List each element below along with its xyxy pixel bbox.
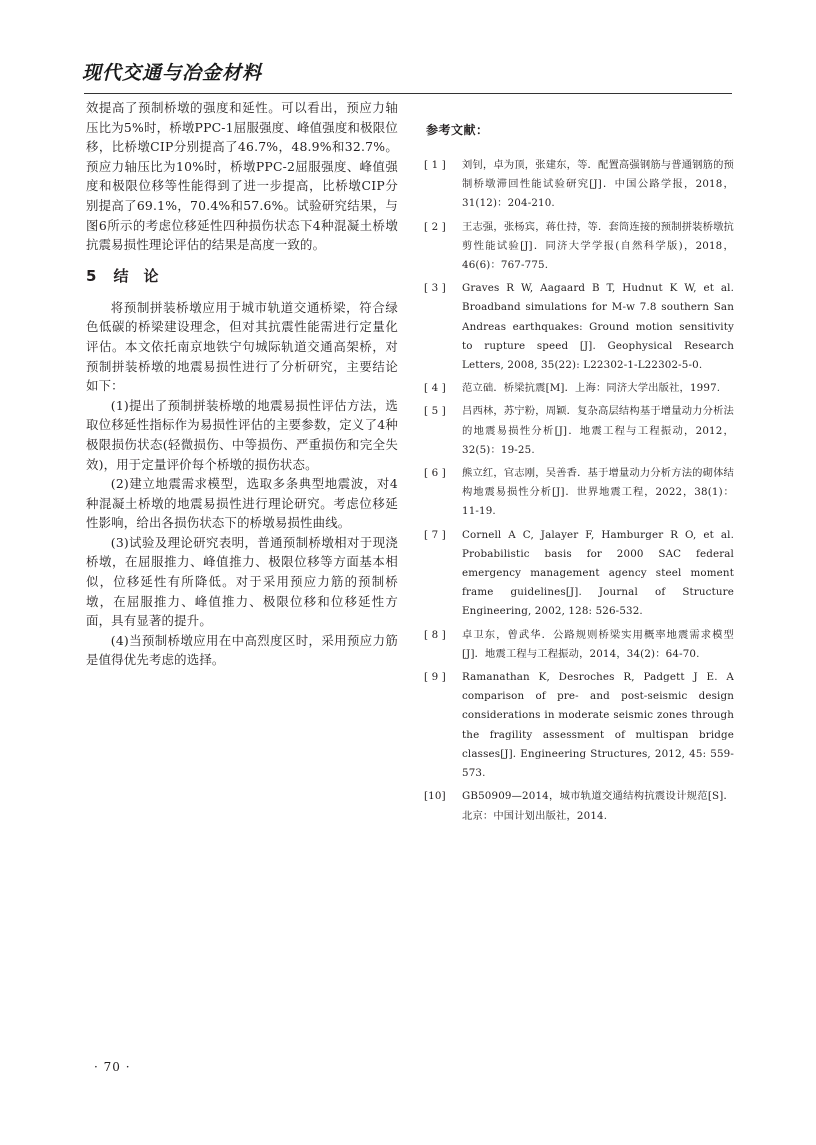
- reference-text: 卓卫东，曾武华．公路规则桥梁实用概率地震需求模型[J]．地震工程与工程振动，2014，34(2)：64-70.: [462, 628, 734, 660]
- reference-number: [ 8 ]: [424, 628, 446, 641]
- reference-item: [424, 626, 734, 664]
- reference-number: [ 9 ]: [424, 671, 446, 684]
- reference-item: [424, 668, 734, 783]
- reference-number: [ 6 ]: [424, 467, 446, 480]
- references-column: [424, 121, 734, 830]
- intro-paragraph: 效提高了预制桥墩的强度和延性。可以看出，预应力轴压比为5%时，桥墩PPC-1屈服强度、峰值强度和极限位移，比桥墩CIP分别提高了46.7%，48.9%和32.7%。预应力轴压比为10%时，桥墩PPC-2屈服强度、峰值强度和极限位移等性能得到了进一步提高，比桥墩CIP分别提高了69.1%，70.4%和57.6%。试验研究结果，与图6所示的考虑位移延性四种损伤状态下4种混凝土桥墩抗震易损性理论评估的结果是高度一致的。: [86, 100, 398, 253]
- reference-text: Graves R W, Aagaard B T, Hudnut K W, et al. Broadband simulations for M-w 7.8 southern San Andreas earthquakes: Ground motion sensitivity to rupture speed [J]. Geophysical Research Letters, 2008, 35(22): L22302-1-L22302-5-0.: [462, 282, 734, 372]
- reference-number: [ 7 ]: [424, 528, 446, 541]
- conclusion-item-4: (4)当预制桥墩应用在中高烈度区时，采用预应力筋是值得优先考虑的选择。: [86, 632, 398, 668]
- reference-number: [10]: [424, 790, 446, 803]
- reference-number: [ 4 ]: [424, 382, 446, 395]
- reference-item: [424, 464, 734, 522]
- reference-number: [ 5 ]: [424, 405, 446, 418]
- reference-number: [ 2 ]: [424, 220, 446, 233]
- section-title-char-1: 结: [113, 266, 130, 285]
- page-number: · 70 ·: [94, 1060, 131, 1074]
- header-divider: [84, 93, 732, 94]
- reference-text: 刘钊，卓为顶，张建东，等．配置高强钢筋与普通钢筋的预制桥墩滞回性能试验研究[J]．中国公路学报，2018，31(12)：204-210.: [462, 159, 734, 210]
- reference-number: [ 3 ]: [424, 282, 446, 295]
- reference-text: 吕西林，苏宁粉，周颖．复杂高层结构基于增量动力分析法的地震易损性分析[J]．地震工程与工程振动，2012，32(5)：19-25.: [462, 405, 734, 456]
- reference-item: [424, 156, 734, 214]
- reference-item: [424, 787, 734, 825]
- reference-text: GB50909—2014，城市轨道交通结构抗震设计规范[S]．北京：中国计划出版社，2014.: [462, 790, 734, 822]
- reference-text: 王志强，张杨宾，蒋仕持，等．套筒连接的预制拼装桥墩抗剪性能试验[J]．同济大学学报(自然科学版)，2018，46(6)：767-775.: [462, 220, 734, 272]
- reference-item: [424, 218, 734, 276]
- reference-text: 范立础．桥梁抗震[M]．上海：同济大学出版社，1997.: [462, 382, 721, 395]
- journal-title: 现代交通与冶金材料: [82, 62, 263, 84]
- reference-item: [424, 379, 734, 398]
- section-number: 5: [86, 266, 98, 285]
- reference-number: [ 1 ]: [424, 159, 446, 171]
- reference-item: [424, 526, 734, 622]
- left-column: [86, 98, 398, 670]
- section-heading: [86, 265, 398, 286]
- conclusion-item-2: (2)建立地震需求模型，选取多条典型地震波，对4种混凝土桥墩的地震易损性进行理论研究。考虑位移延性影响，给出各损伤状态下的桥墩易损性曲线。: [86, 476, 398, 531]
- references-title: 参考文献：: [426, 123, 489, 137]
- conclusion-paragraph: 将预制拼装桥墩应用于城市轨道交通桥梁，符合绿色低碳的桥梁建设理念，但对其抗震性能需进行定量化评估。本文依托南京地铁宁句城际轨道交通高架桥，对预制拼装桥墩的地震易损性进行了分析研究，主要结论如下：: [86, 299, 398, 394]
- reference-text: Cornell A C, Jalayer F, Hamburger R O, et al. Probabilistic basis for 2000 SAC federal emergency management agency steel moment frame guidelines[J]. Journal of Structure Engineering, 2002, 128: 526-532.: [462, 528, 734, 618]
- reference-text: Ramanathan K, Desroches R, Padgett J E. A comparison of pre- and post-seismic design considerations in moderate seismic zones through the fragility assessment of multispan bridge classes[J]. Engineering Structures, 2012, 45: 559-573.: [462, 671, 734, 780]
- reference-item: [424, 279, 734, 375]
- reference-item: [424, 402, 734, 460]
- conclusion-item-3: (3)试验及理论研究表明，普通预制桥墩相对于现浇桥墩，在屈服推力、峰值推力、极限位移等方面基本相似，位移延性有所降低。对于采用预应力筋的预制桥墩，在屈服推力、峰值推力、极限位移和位移延性方面，具有显著的提升。: [86, 534, 398, 629]
- conclusion-item-1: (1)提出了预制拼装桥墩的地震易损性评估方法，选取位移延性指标作为易损性评估的主要参数，定义了4种极限损伤状态(轻微损伤、中等损伤、严重损伤和完全失效)，用于定量评价每个桥墩的损伤状态。: [86, 397, 398, 472]
- section-title-char-2: 论: [143, 266, 160, 285]
- reference-text: 熊立红，官志刚，吴善香．基于增量动力分析方法的砌体结构地震易损性分析[J]．世界地震工程，2022，38(1)：11-19.: [462, 467, 734, 518]
